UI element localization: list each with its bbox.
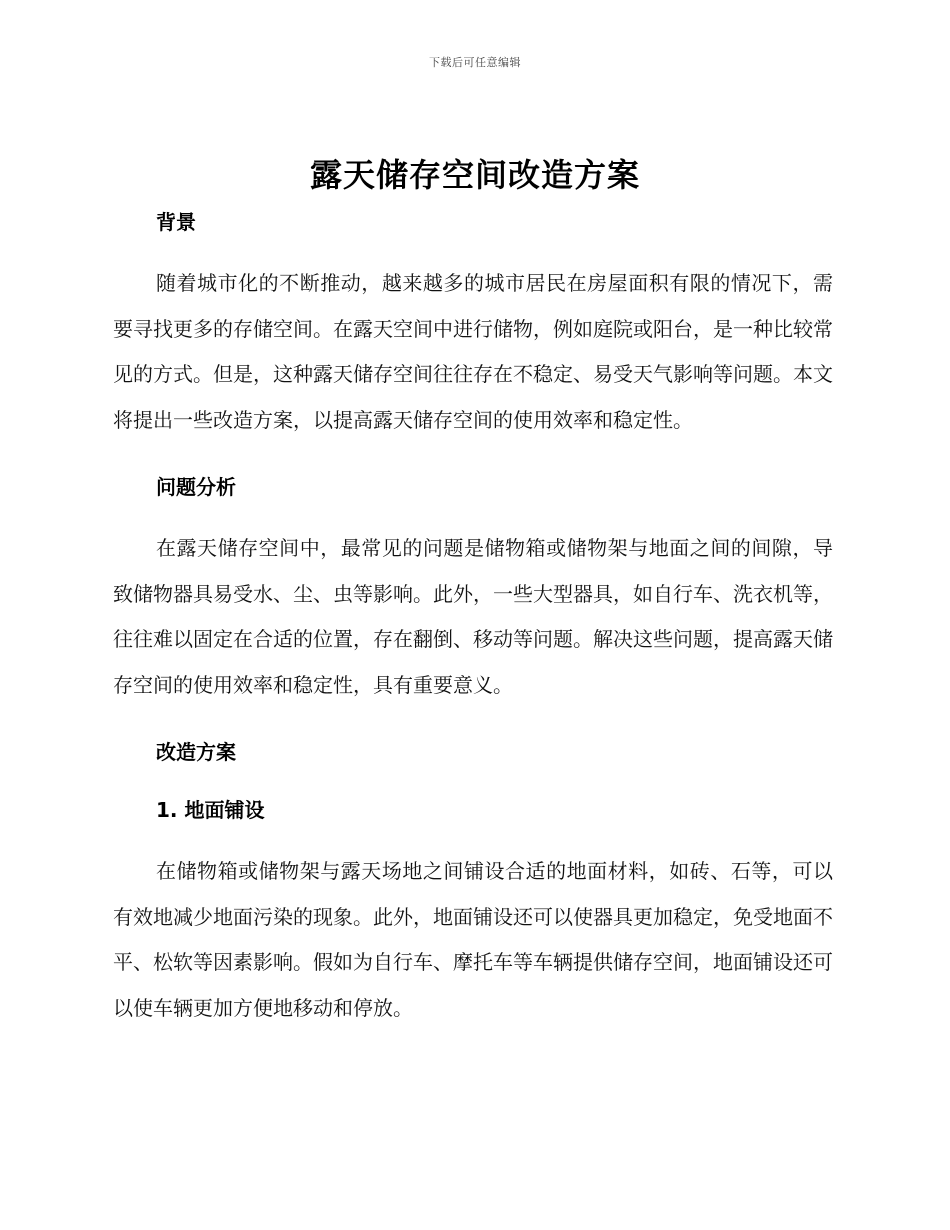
header-note: 下载后可任意编辑 [429,56,521,69]
subsection-heading-ground-paving: 1. 地面铺设 [156,798,265,822]
paragraph-problem-analysis: 在露天储存空间中，最常见的问题是储物箱或储物架与地面之间的间隙，导致储物器具易受水、尘、虫等影响。此外，一些大型器具，如自行车、洗衣机等，往往难以固定在合适的位置，存在翻倒、移动等问题。解决这些问题，提高露天储存空间的使用效率和稳定性，具有重要意义。 [113,536,833,697]
section-heading-renovation-plan: 改造方案 [156,740,236,764]
document-title: 露天储存空间改造方案 [309,156,640,194]
document-body [113,205,833,1031]
paragraph-ground-paving: 在储物箱或储物架与露天场地之间铺设合适的地面材料，如砖、石等，可以有效地减少地面污染的现象。此外，地面铺设还可以使器具更加稳定，免受地面不平、松软等因素影响。假如为自行车、摩托车等车辆提供储存空间，地面铺设还可以使车辆更加方便地移动和停放。 [113,859,833,1020]
section-heading-background: 背景 [156,210,196,234]
section-heading-problem-analysis: 问题分析 [156,475,236,499]
paragraph-background: 随着城市化的不断推动，越来越多的城市居民在房屋面积有限的情况下，需要寻找更多的存储空间。在露天空间中进行储物，例如庭院或阳台，是一种比较常见的方式。但是，这种露天储存空间往往存在不稳定、易受天气影响等问题。本文将提出一些改造方案，以提高露天储存空间的使用效率和稳定性。 [113,271,833,432]
